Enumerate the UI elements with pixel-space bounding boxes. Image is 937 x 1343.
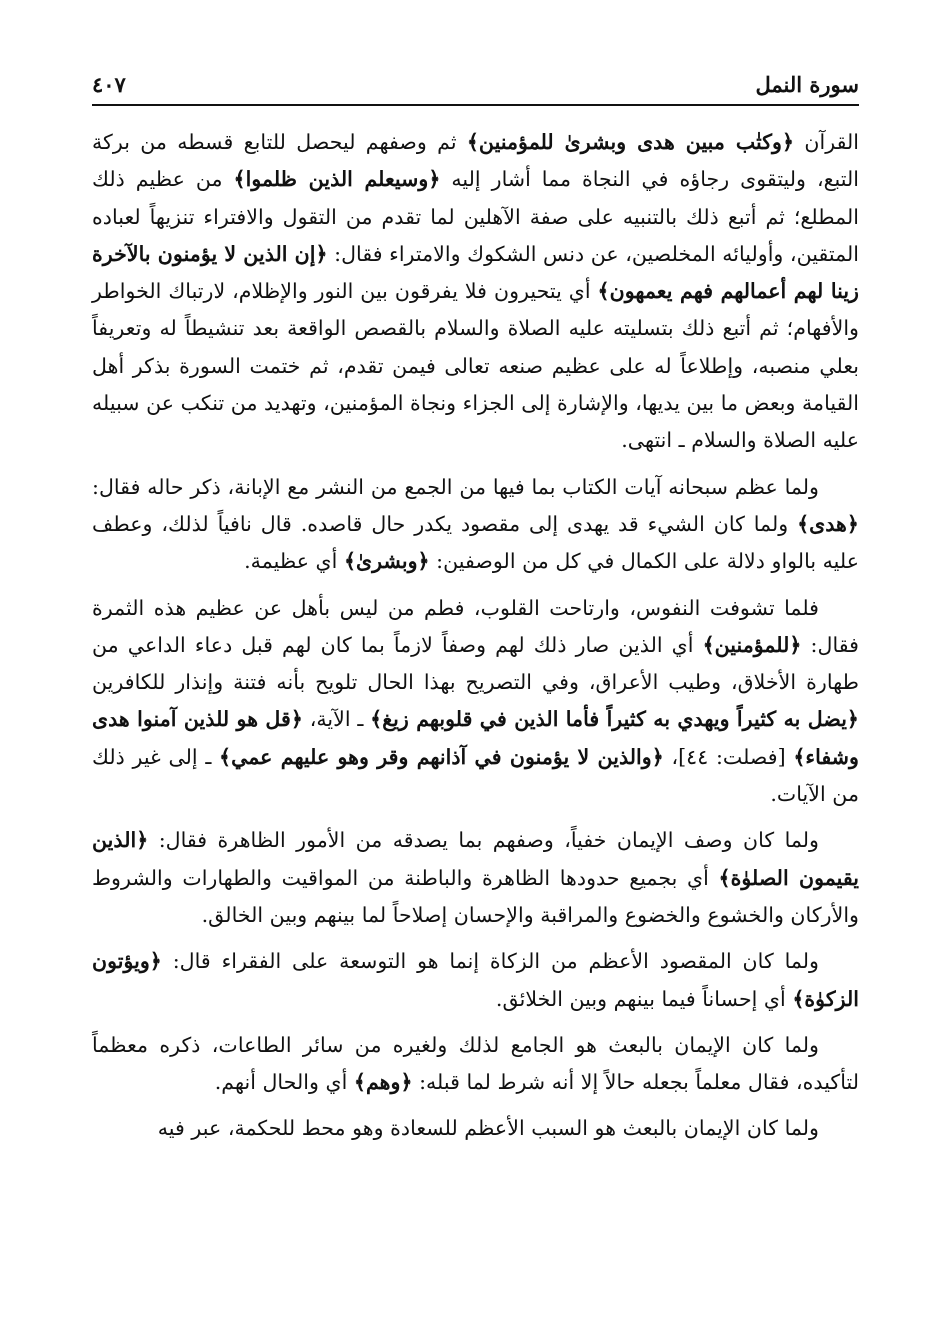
page-body: [92, 124, 859, 1148]
surah-title: سورة النمل: [755, 72, 859, 97]
paragraph: [92, 1110, 859, 1147]
text-segment: [فصلت: ٤٤]،: [663, 744, 794, 769]
text-segment: أي والحال أنهم.: [214, 1070, 354, 1095]
text-segment: أي إحساناً فيما بينهم وبين الخلائق.: [495, 986, 793, 1011]
text-segment: ولما كان وصف الإيمان خفياً، وصفهم بما يصدقه من الأمور الظاهرة فقال:: [148, 828, 819, 853]
paragraph: [92, 469, 859, 581]
quran-quote: ﴿وهم﴾: [353, 1070, 413, 1095]
text-segment: أي الذين صار ذلك لهم وصفاً لازماً بما كان لهم قبل دعاء الداعي من طهارة الأخلاق، وطيب الأعراق، وفي التصريح بهذا الحال تلويح بأنه فتنة وإنذار للكافرين: [92, 632, 859, 695]
text-segment: ولما عظم سبحانه آيات الكتاب بما فيها من الجمع من النشر مع الإبانة، ذكر حاله فقال:: [92, 474, 819, 499]
quran-quote: ﴿يضل به كثيراً ويهدي به كثيراً فأما الذين في قلوبهم زيغ﴾: [370, 707, 859, 732]
paragraph: [92, 822, 859, 934]
quran-quote: ﴿والذين لا يؤمنون في آذانهم وقر وهو عليهم عمي﴾: [219, 744, 664, 769]
header-divider: [92, 104, 859, 106]
text-segment: ولما كان الإيمان بالبعث هو السبب الأعظم للسعادة وهو محط للحكمة، عبر فيه: [157, 1116, 819, 1141]
text-segment: ولما كان الشيء قد يهدى إلى مقصود يكدر حال قاصده. قال نافياً لذلك، وعطف عليه بالواو دلالة على الكمال في كل من الوصفين:: [92, 511, 859, 574]
quran-quote: ﴿وكتٰب مبين هدى وبشرىٰ للمؤمنين﴾: [466, 130, 795, 154]
text-segment: أي بجميع حدودها الظاهرة والباطنة من المواقيت والطهارات والشروط والأركان والخشوع والخضوع والمراقبة والإحسان إصلاحاً لما بينهم وبين الخالق.: [92, 865, 859, 927]
quran-quote: ﴿ويؤتون الزكوٰة﴾: [92, 949, 859, 1011]
text-segment: أي عظيمة.: [244, 549, 344, 574]
quran-quote: ﴿وسيعلم الذين ظلموا﴾: [233, 167, 441, 192]
paragraph: [92, 590, 859, 814]
quran-quote: ﴿للمؤمنين﴾: [702, 632, 802, 657]
text-segment: القرآن: [794, 130, 859, 154]
quran-quote: ﴿الذين يقيمون الصلوٰة﴾: [92, 828, 859, 890]
paragraph: [92, 943, 859, 1018]
text-segment: ولما كان المقصود الأعظم من الزكاة إنما هو التوسعة على الفقراء قال:: [161, 949, 819, 974]
text-segment: ـ الآية،: [302, 707, 371, 732]
quran-quote: ﴿وبشرىٰ﴾: [343, 549, 430, 574]
quran-quote: ﴿إن الذين لا يؤمنون بالآخرة زينا لهم أعمالهم فهم يعمهون﴾: [92, 241, 859, 304]
paragraph: [92, 124, 859, 460]
page-header: [92, 66, 859, 106]
text-segment: من عظيم ذلك المطلع؛ ثم أتبع ذلك بالتنبيه على صفة الآهلين لما تقدم من التقول والافتراء تنزيهاً لعباده المتقين، وأوليائه المخلصين، عن دنس الشكوك والامتراء فقال:: [92, 167, 859, 266]
text-segment: ثم وصفهم ليحصل للتابع قسطه من بركة التبع، وليتقوى رجاؤه في النجاة مما أشار إليه: [92, 130, 859, 192]
paragraph: [92, 1027, 859, 1102]
text-segment: ولما كان الإيمان بالبعث هو الجامع لذلك ولغيره من سائر الطاعات، ذكره معظماً لتأكيده، فقال معلماً بجعله حالاً إلا أنه شرط لما قبله:: [92, 1032, 859, 1095]
quran-quote: ﴿هدى﴾: [797, 511, 859, 536]
text-segment: أي يتحيرون فلا يفرقون بين النور والإظلام، لارتباك الخواطر والأفهام؛ ثم أتبع ذلك بتسليته عليه الصلاة والسلام بالقصص الواقعة بعد تنشيطاً له وتعريفاً بعلي منصبه، وإطلاعاً له على عظيم صنعه تعالى فيمن تقدم، ثم ختمت السورة بذكر أهل القيامة وبعض ما بين يديها، والإشارة إلى الجزاء ونجاة المؤمنين، وتهديد من تنكب عن سبيله عليه الصلاة والسلام ـ انتهى.: [92, 279, 859, 453]
quran-quote: ﴿قل هو للذين آمنوا هدى وشفاء﴾: [92, 707, 859, 769]
text-segment: ـ إلى غير ذلك من الآيات.: [92, 744, 859, 807]
text-segment: فلما تشوفت النفوس، وارتاحت القلوب، فطم من ليس بأهل عن عظيم هذه الثمرة فقال:: [92, 595, 859, 657]
page-number: ٤٠٧: [92, 72, 126, 97]
